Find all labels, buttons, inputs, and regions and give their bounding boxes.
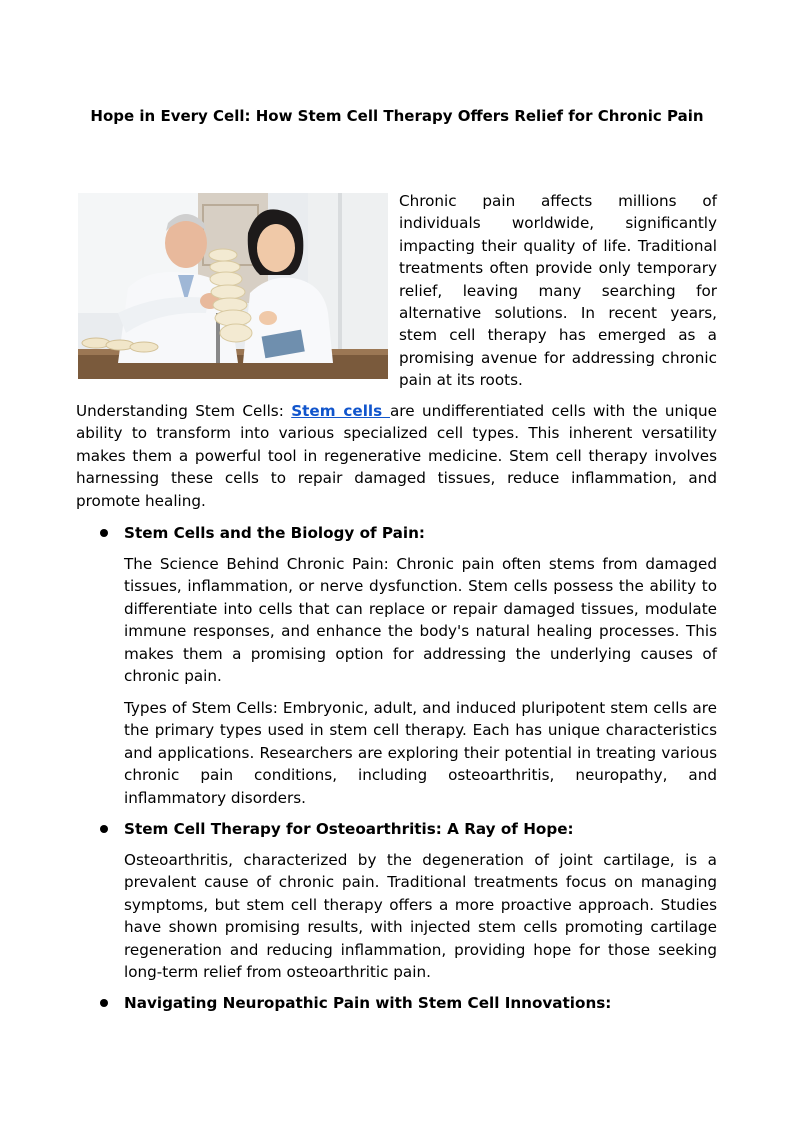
section-heading-text: Navigating Neuropathic Pain with Stem Cell Innovations: bbox=[124, 994, 612, 1012]
photo-illustration bbox=[78, 193, 388, 379]
intro-paragraph: Chronic pain affects millions of individuals worldwide, significantly impacting their quality of life. Traditional treatments often provide only temporary relief, leaving many searching for alternative solutions. In recent years, stem cell therapy has emerged as a promising avenue for addressing chronic pain at its roots. bbox=[399, 192, 717, 390]
bullet-icon bbox=[100, 999, 108, 1007]
biology-paragraph-1: The Science Behind Chronic Pain: Chronic pain often stems from damaged tissues, inflammation, or nerve dysfunction. Stem cells possess the ability to differentiate into cells that can replace or repair damaged tissues, modulate immune responses, and enhance the body's natural healing processes. This makes them a promising option for addressing the underlying causes of chronic pain. bbox=[124, 555, 717, 686]
osteoarthritis-paragraph: Osteoarthritis, characterized by the degeneration of joint cartilage, is a prevalent cause of chronic pain. Traditional treatments focus on managing symptoms, but stem cell therapy offers a more proactive approach. Studies have shown promising results, with injected stem cells promoting cartilage regeneration and reducing inflammation, providing hope for those seeking long-term relief from osteoarthritic pain. bbox=[124, 851, 717, 982]
doctors-spine-model-photo bbox=[78, 193, 388, 379]
article-title: Hope in Every Cell: How Stem Cell Therapy Offers Relief for Chronic Pain bbox=[90, 107, 704, 125]
understanding-paragraph bbox=[76, 400, 717, 512]
section-heading-text: Stem Cells and the Biology of Pain: bbox=[124, 524, 425, 542]
bullet-icon bbox=[100, 529, 108, 537]
understanding-text: are undifferentiated cells with the unique ability to transform into various specialized cell types. This inherent versatility makes them a powerful tool in regenerative medicine. Stem cell therapy involves harnessing these cells to repair damaged tissues, reduce inflammation, and promote healing. bbox=[76, 402, 717, 510]
section-heading-text: Stem Cell Therapy for Osteoarthritis: A Ray of Hope: bbox=[124, 820, 574, 838]
biology-paragraph-2: Types of Stem Cells: Embryonic, adult, and induced pluripotent stem cells are the primary types used in stem cell therapy. Each has unique characteristics and applications. Researchers are exploring their potential in treating various chronic pain conditions, including osteoarthritis, neuropathy, and inflammatory disorders. bbox=[124, 699, 717, 807]
understanding-prefix: Understanding Stem Cells: bbox=[76, 402, 292, 420]
bullet-icon bbox=[100, 825, 108, 833]
stem-cells-link[interactable]: Stem cells bbox=[291, 402, 390, 420]
